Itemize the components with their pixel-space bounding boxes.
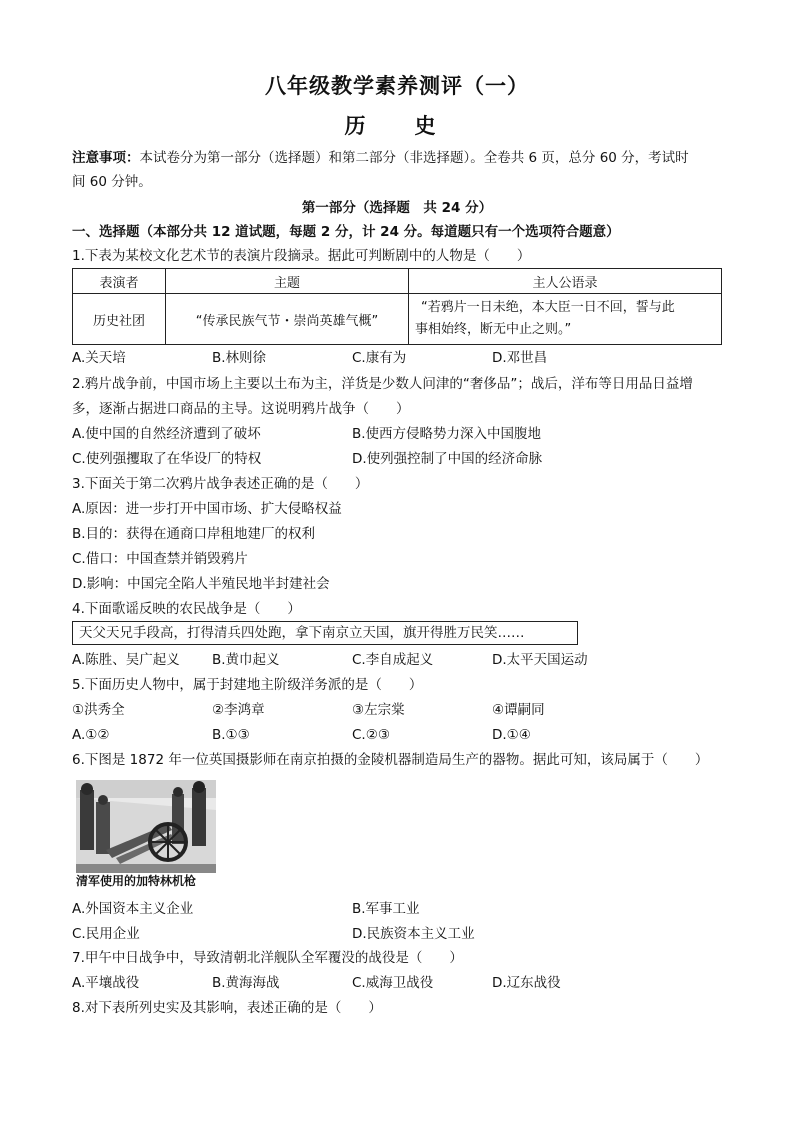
q3-stem: 3.下面关于第二次鸦片战争表述正确的是（ ） <box>72 476 369 492</box>
q4-ballad-box: 天父天兄手段高，打得清兵四处跑，拿下南京立天国，旗开得胜万民笑…… <box>72 621 578 645</box>
q5-option-a: A.①② <box>72 727 110 743</box>
q3-option-c: C.借口：中国查禁并销毁鸦片 <box>72 551 248 567</box>
q5-item-4: ④谭嗣同 <box>492 702 545 718</box>
q1-option-c: C.康有为 <box>352 350 407 366</box>
quote-line-1: “若鸦片一日未绝，本大臣一日不回，誓与此 <box>421 300 675 315</box>
q3-option-b: B.目的：获得在通商口岸租地建厂的权利 <box>72 526 316 542</box>
table-header: 主人公语录 <box>409 269 722 294</box>
q4-option-d: D.太平天国运动 <box>492 652 588 668</box>
q5-option-c: C.②③ <box>352 727 390 743</box>
q6-stem: 6.下图是 1872 年一位英国摄影师在南京拍摄的金陵机器制造局生产的器物。据此可知，该局属于（ ） <box>72 752 709 768</box>
q1-table <box>72 268 722 345</box>
q5-item-2: ②李鸿章 <box>212 702 265 718</box>
q3-option-d: D.影响：中国完全陷人半殖民地半封建社会 <box>72 576 330 592</box>
q1-option-b: B.林则徐 <box>212 350 267 366</box>
gatling-gun-photo <box>76 780 216 873</box>
table-header: 主题 <box>166 269 409 294</box>
table-cell-quote <box>409 294 722 345</box>
q5-option-b: B.①③ <box>212 727 250 743</box>
q1-option-d: D.邓世昌 <box>492 350 548 366</box>
q8-stem: 8.对下表所列史实及其影响，表述正确的是（ ） <box>72 1000 382 1016</box>
q7-option-a: A.平壤战役 <box>72 975 140 991</box>
section-heading: 一、选择题（本部分共 12 道试题，每题 2 分，计 24 分。每道题只有一个选项符合题意） <box>72 224 620 240</box>
q7-option-d: D.辽东战役 <box>492 975 561 991</box>
q2-stem-2: 多，逐渐占据进口商品的主导。这说明鸦片战争（ ） <box>72 401 410 417</box>
q7-option-b: B.黄海海战 <box>212 975 280 991</box>
q1-option-a: A.关天培 <box>72 350 126 366</box>
q2-option-b: B.使西方侵略势力深入中国腹地 <box>352 426 542 442</box>
photo-caption: 清军使用的加特林机枪 <box>76 874 197 888</box>
q4-option-c: C.李自成起义 <box>352 652 434 668</box>
q5-option-d: D.①④ <box>492 727 531 743</box>
exam-title: 八年级教学素养测评（一） <box>265 73 529 98</box>
q5-stem: 5.下面历史人物中，属于封建地主阶级洋务派的是（ ） <box>72 677 423 693</box>
q6-option-c: C.民用企业 <box>72 926 140 942</box>
q7-option-c: C.威海卫战役 <box>352 975 434 991</box>
subject-title: 历 史 <box>344 113 450 138</box>
notice-label: 注意事项： <box>72 150 140 166</box>
q2-option-c: C.使列强攫取了在华设厂的特权 <box>72 451 262 467</box>
q4-option-b: B.黄巾起义 <box>212 652 280 668</box>
q7-stem: 7.甲午中日战争中，导致清朝北洋舰队全军覆没的战役是（ ） <box>72 950 463 966</box>
q2-option-a: A.使中国的自然经济遭到了破坏 <box>72 426 261 442</box>
notice-line-1 <box>72 148 689 168</box>
q6-option-a: A.外国资本主义企业 <box>72 901 194 917</box>
table-cell: 历史社团 <box>73 294 166 345</box>
q1-stem: 1.下表为某校文化艺术节的表演片段摘录。据此可判断剧中的人物是（ ） <box>72 248 531 264</box>
q2-option-d: D.使列强控制了中国的经济命脉 <box>352 451 543 467</box>
notice-line-2: 间 60 分钟。 <box>72 174 152 190</box>
q5-item-3: ③左宗棠 <box>352 702 405 718</box>
part-heading: 第一部分（选择题 共 24 分） <box>301 200 493 216</box>
table-cell: “传承民族气节・崇尚英雄气概” <box>166 294 409 345</box>
notice-text-1: 本试卷分为第一部分（选择题）和第二部分（非选择题）。全卷共 6 页，总分 60 分，考试时 <box>139 150 689 166</box>
q3-option-a: A.原因：进一步打开中国市场、扩大侵略权益 <box>72 501 342 517</box>
q2-stem-1: 2.鸦片战争前，中国市场上主要以土布为主，洋货是少数人问津的“奢侈品”；战后，洋布等日用品日益增 <box>72 376 693 392</box>
q6-option-d: D.民族资本主义工业 <box>352 926 475 942</box>
q5-item-1: ①洪秀全 <box>72 702 125 718</box>
quote-line-2: 事相始终，断无中止之则。” <box>415 322 572 337</box>
q4-stem: 4.下面歌谣反映的农民战争是（ ） <box>72 601 301 617</box>
table-header: 表演者 <box>73 269 166 294</box>
q4-option-a: A.陈胜、吴广起义 <box>72 652 180 668</box>
q6-option-b: B.军事工业 <box>352 901 420 917</box>
